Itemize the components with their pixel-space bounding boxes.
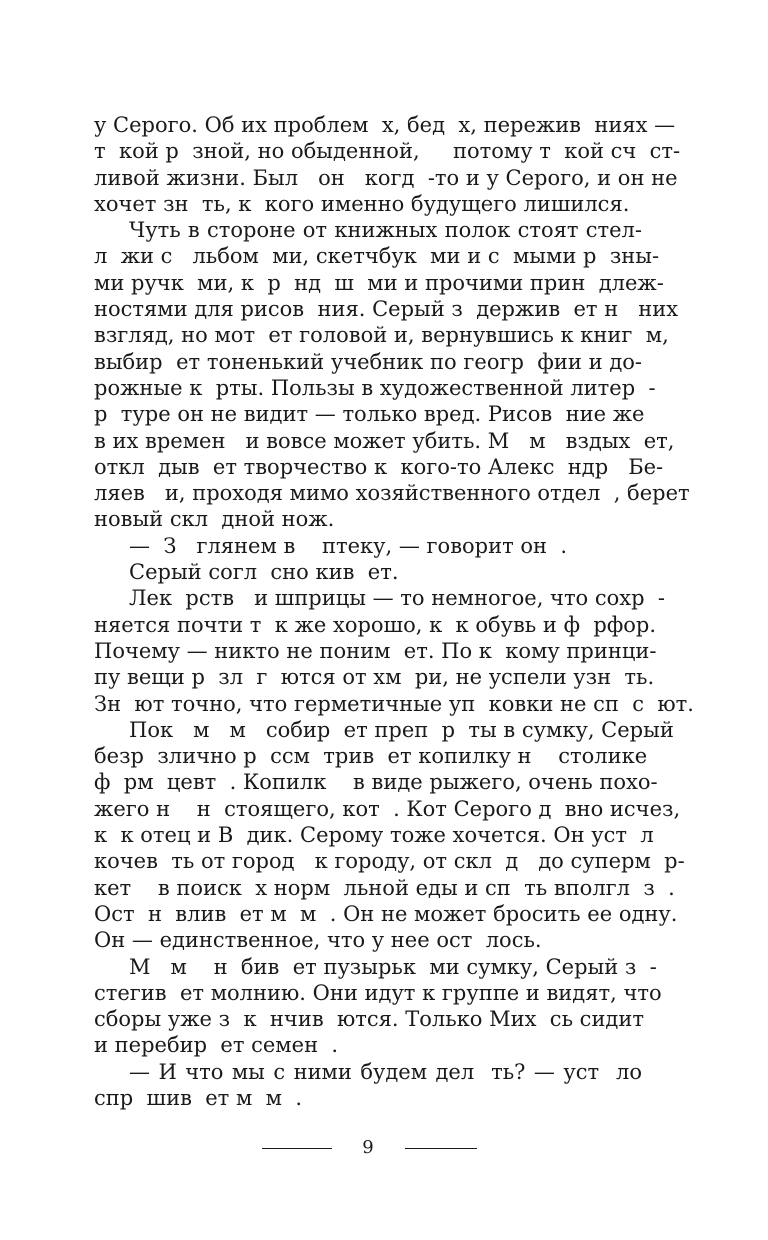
body-text	[94, 112, 694, 1111]
text-line: в их времен и вовсе может убить. М м вздых ет,	[94, 428, 675, 453]
text-line: ми ручк ми, к р нд ш ми и прочими прин длеж-	[94, 270, 664, 295]
text-line: рожные к рты. Пользы в художественной литер -	[94, 375, 656, 400]
text-line: Лек рств и шприцы — то немногое, что сохр -	[129, 586, 666, 611]
text-line: хочет зн ть, к кого именно будущего лишился.	[94, 191, 630, 216]
text-line: Серый согл сно кив ет.	[129, 560, 399, 585]
text-line: безр злично р ссм трив ет копилку н столике	[94, 744, 648, 769]
text-line: сборы уже з к нчив ются. Только Мих сь сидит	[94, 1007, 644, 1032]
text-line: выбир ет тоненький учебник по геогр фии и до-	[94, 349, 642, 374]
footer-rule-right	[405, 1148, 477, 1149]
text-line: стегив ет молнию. Они идут к группе и видят, что	[94, 980, 662, 1005]
text-line: Чуть в стороне от книжных полок стоят стел-	[129, 218, 642, 243]
text-line: ф рм цевт . Копилк в виде рыжего, очень похо-	[94, 770, 658, 795]
text-line: к к отец и В дик. Серому тоже хочется. Он уст л	[94, 823, 654, 848]
text-line: спр шив ет м м .	[94, 1085, 303, 1110]
text-line: л жи с льбом ми, скетчбук ми и с мыми р зны-	[94, 244, 660, 269]
text-line: — З глянем в птеку, — говорит он .	[129, 533, 568, 558]
text-line: Почему — никто не поним ет. По к кому принци-	[94, 638, 657, 663]
text-line: ностями для рисов ния. Серый з держив ет н них	[94, 297, 679, 322]
text-line: Ост н влив ет м м . Он не может бросить ее одну.	[94, 901, 678, 926]
text-line: М м н бив ет пузырьк ми сумку, Серый з -	[129, 954, 657, 979]
text-line: Он — единственное, что у нее ост лось.	[94, 928, 542, 953]
footer-rule-left	[262, 1148, 332, 1149]
text-line: взгляд, но мот ет головой и, вернувшись к книг м,	[94, 323, 669, 348]
text-line: Пок м м собир ет преп р ты в сумку, Серый	[129, 717, 674, 742]
text-line: няется почти т к же хорошо, к к обувь и ф рфор.	[94, 612, 657, 637]
text-line: — И что мы с ними будем дел ть? — уст ло	[129, 1059, 642, 1084]
text-line: и перебир ет семен .	[94, 1033, 339, 1058]
text-line: т кой р зной, но обыденной, потому т кой сч ст-	[94, 139, 681, 164]
text-line: ливой жизни. Был он когд -то и у Серого, и он не	[94, 165, 678, 190]
text-line: р туре он не видит — только вред. Рисов ние же	[94, 402, 645, 427]
text-line: Зн ют точно, что герметичные уп ковки не сп с ют.	[94, 691, 694, 716]
page-number: 9	[362, 1137, 374, 1158]
text-line: у Серого. Об их проблем х, бед х, пережив ниях —	[94, 113, 676, 137]
text-line: ляев и, проходя мимо хозяйственного отдел , берет	[94, 481, 690, 506]
text-line: кочев ть от город к городу, от скл д до суперм р-	[94, 849, 685, 874]
text-line: новый скл дной нож.	[94, 507, 335, 532]
page-footer	[0, 1136, 768, 1160]
text-line: пу вещи р зл г ются от хм ри, не успели узн ть.	[94, 665, 655, 690]
text-line: кет в поиск х норм льной еды и сп ть вполгл з .	[94, 875, 675, 900]
text-line: откл дыв ет творчество к кого-то Алекс ндр Бе-	[94, 454, 664, 479]
text-line: жего н н стоящего, кот . Кот Серого д вно исчез,	[94, 796, 681, 821]
